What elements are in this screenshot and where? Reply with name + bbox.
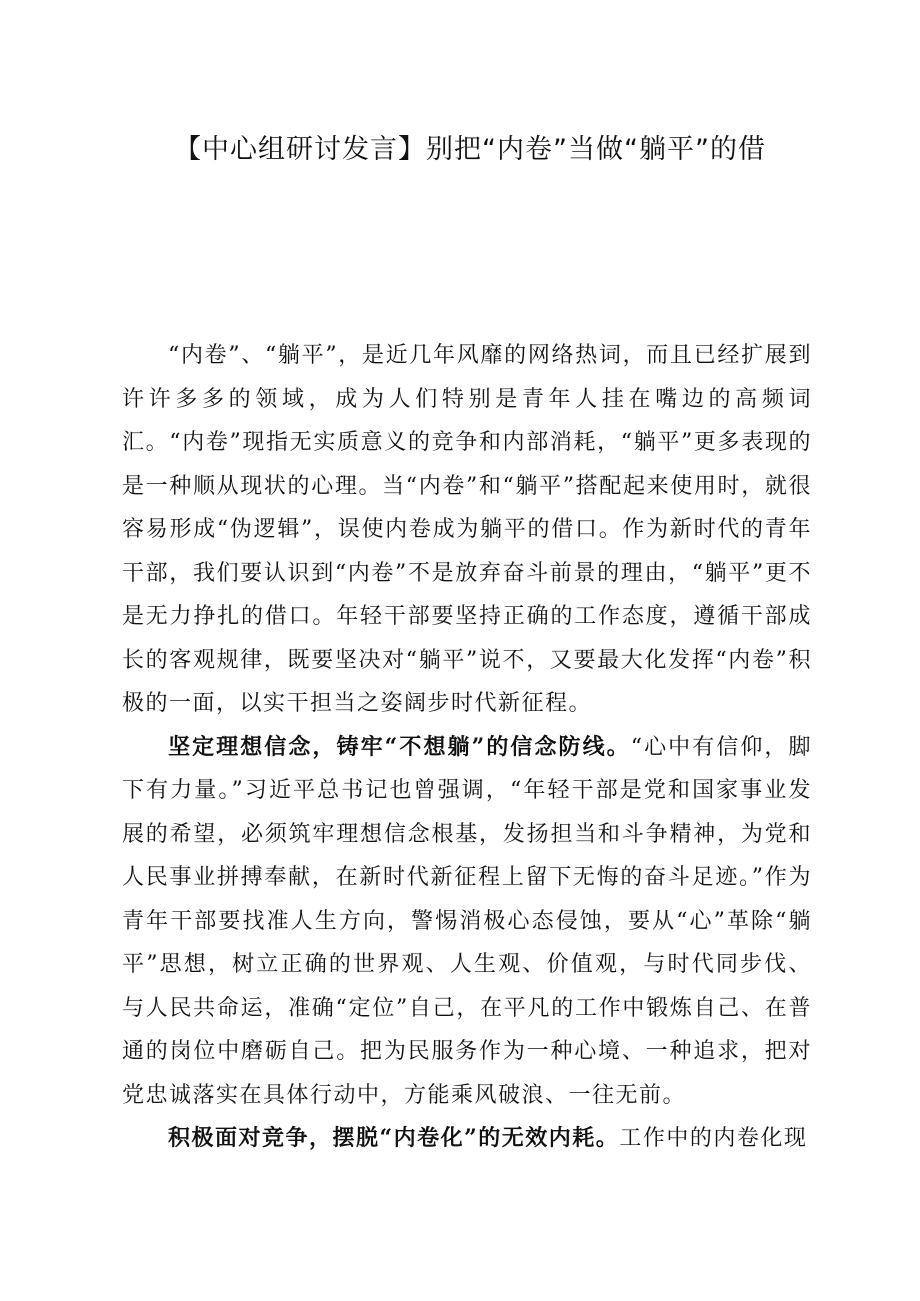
paragraph-text: 工作中的内卷化现 — [619, 1126, 808, 1151]
paragraph-competition — [122, 1117, 812, 1161]
document-title: 【中心组研讨发言】别把“内卷”当做“躺平”的借 — [174, 134, 766, 165]
paragraph-heading: 积极面对竞争，摆脱“内卷化”的无效内耗。 — [168, 1125, 620, 1151]
paragraph-text: “心中有信仰，脚下有力量。”习近平总书记也曾强调，“年轻干部是党和国家事业发展的希望，必须筑牢理想信念根基，发扬担当和斗争精神，为党和人民事业拼搏奉献，在新时代新征程上留下无悔的奋斗足迹。”作为青年干部要找准人生方向，警惕消极心态侵蚀，要从“心”革除“躺平”思想，树立正确的世界观、人生观、价值观，与时代同步伐、与人民共命运，准确“定位”自己，在平凡的工作中锻炼自己、在普通的岗位中磨砺自己。把为民服务作为一种心境、一种追求，把对党忠诚落实在具体行动中，方能乘风破浪、一往无前。 — [122, 734, 813, 1108]
paragraph-text: “内卷”、“躺平”，是近几年风靡的网络热词，而且已经扩展到许许多多的领域，成为人们特别是青年人挂在嘴边的高频词汇。“内卷”现指无实质意义的竞争和内部消耗，“躺平”更多表现的是一种顺从现状的心理。当“内卷”和“躺平”搭配起来使用时，就很容易形成“伪逻辑”，误使内卷成为躺平的借口。作为新时代的青年干部，我们要认识到“内卷”不是放弃奋斗前景的理由，“躺平”更不是无力挣扎的借口。年轻干部要坚持正确的工作态度，遵循干部成长的客观规律，既要坚决对“躺平”说不，又要最大化发挥“内卷”积极的一面，以实干担当之姿阔步时代新征程。 — [122, 343, 812, 716]
document-body — [122, 334, 812, 1161]
paragraph-intro — [122, 334, 812, 726]
paragraph-heading: 坚定理想信念，铸牢“不想躺”的信念防线。 — [168, 733, 631, 760]
paragraph-ideals — [122, 726, 812, 1118]
